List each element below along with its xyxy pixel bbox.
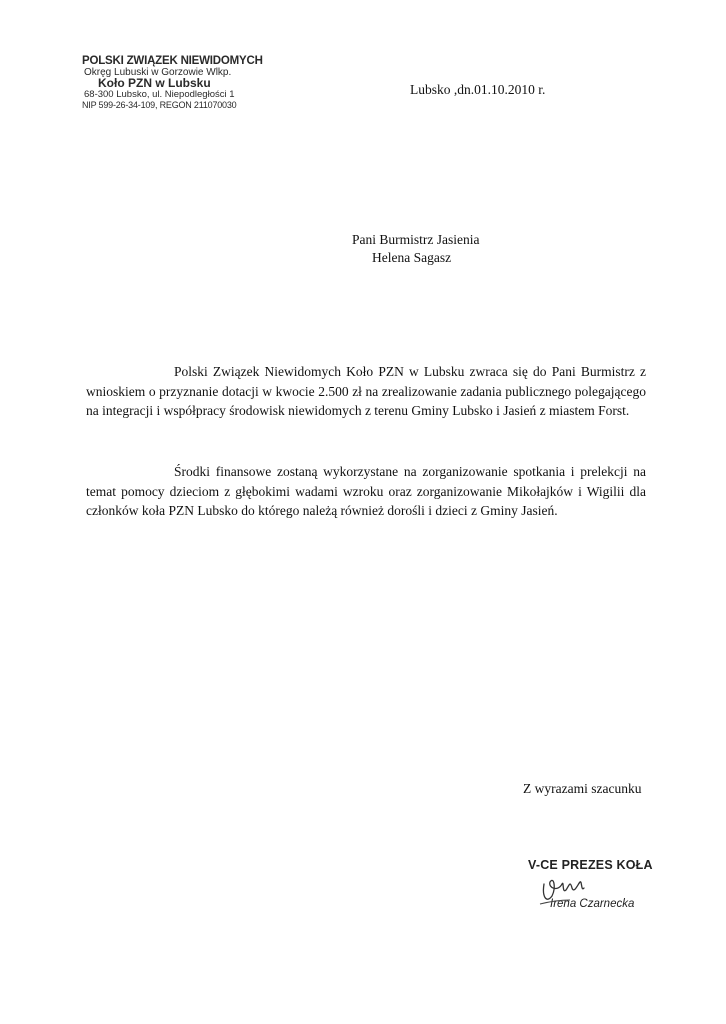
signature-title: V-CE PREZES KOŁA <box>528 858 653 872</box>
body-paragraph <box>86 362 646 421</box>
handwritten-signature <box>536 866 606 916</box>
stamp-line-branch: Koło PZN w Lubsku <box>98 76 211 90</box>
signature-name: Irena Czarnecka <box>550 898 635 910</box>
stamp-line-address: 68-300 Lubsko, ul. Niepodległości 1 <box>84 89 235 100</box>
body-paragraph <box>86 462 646 521</box>
recipient-name: Helena Sagasz <box>372 250 452 265</box>
letter-date: Lubsko ,dn.01.10.2010 r. <box>410 82 546 97</box>
recipient-title: Pani Burmistrz Jasienia <box>352 232 480 247</box>
stamp-line-tax-ids: NIP 599-26-34-109, REGON 211070030 <box>82 100 237 110</box>
paragraph-text: Polski Związek Niewidomych Koło PZN w Lubsku zwraca się do Pani Burmistrz z wnioskiem o przyznanie dotacji w kwocie 2.500 zł na zrealizowanie zadania publicznego polegającego na integracji i współpracy środowisk niewidomych z terenu Gminy Lubsko i Jasień z miastem Forst. <box>86 364 646 418</box>
recipient-block <box>352 231 479 267</box>
paragraph-text: Środki finansowe zostaną wykorzystane na zorganizowanie spotkania i prelekcji na temat pomocy dzieciom z głębokimi wadami wzroku oraz zorganizowanie Mikołajków i Wigilii dla członków koła PZN Lubsko do którego należą również dorośli i dzieci z Gminy Jasień. <box>86 464 646 518</box>
closing-phrase: Z wyrazami szacunku <box>523 781 642 796</box>
stamp-line-district: Okręg Lubuski w Gorzowie Wlkp. <box>84 67 232 78</box>
organization-stamp <box>82 55 263 111</box>
stamp-line-organization: POLSKI ZWIĄZEK NIEWIDOMYCH <box>82 55 263 67</box>
